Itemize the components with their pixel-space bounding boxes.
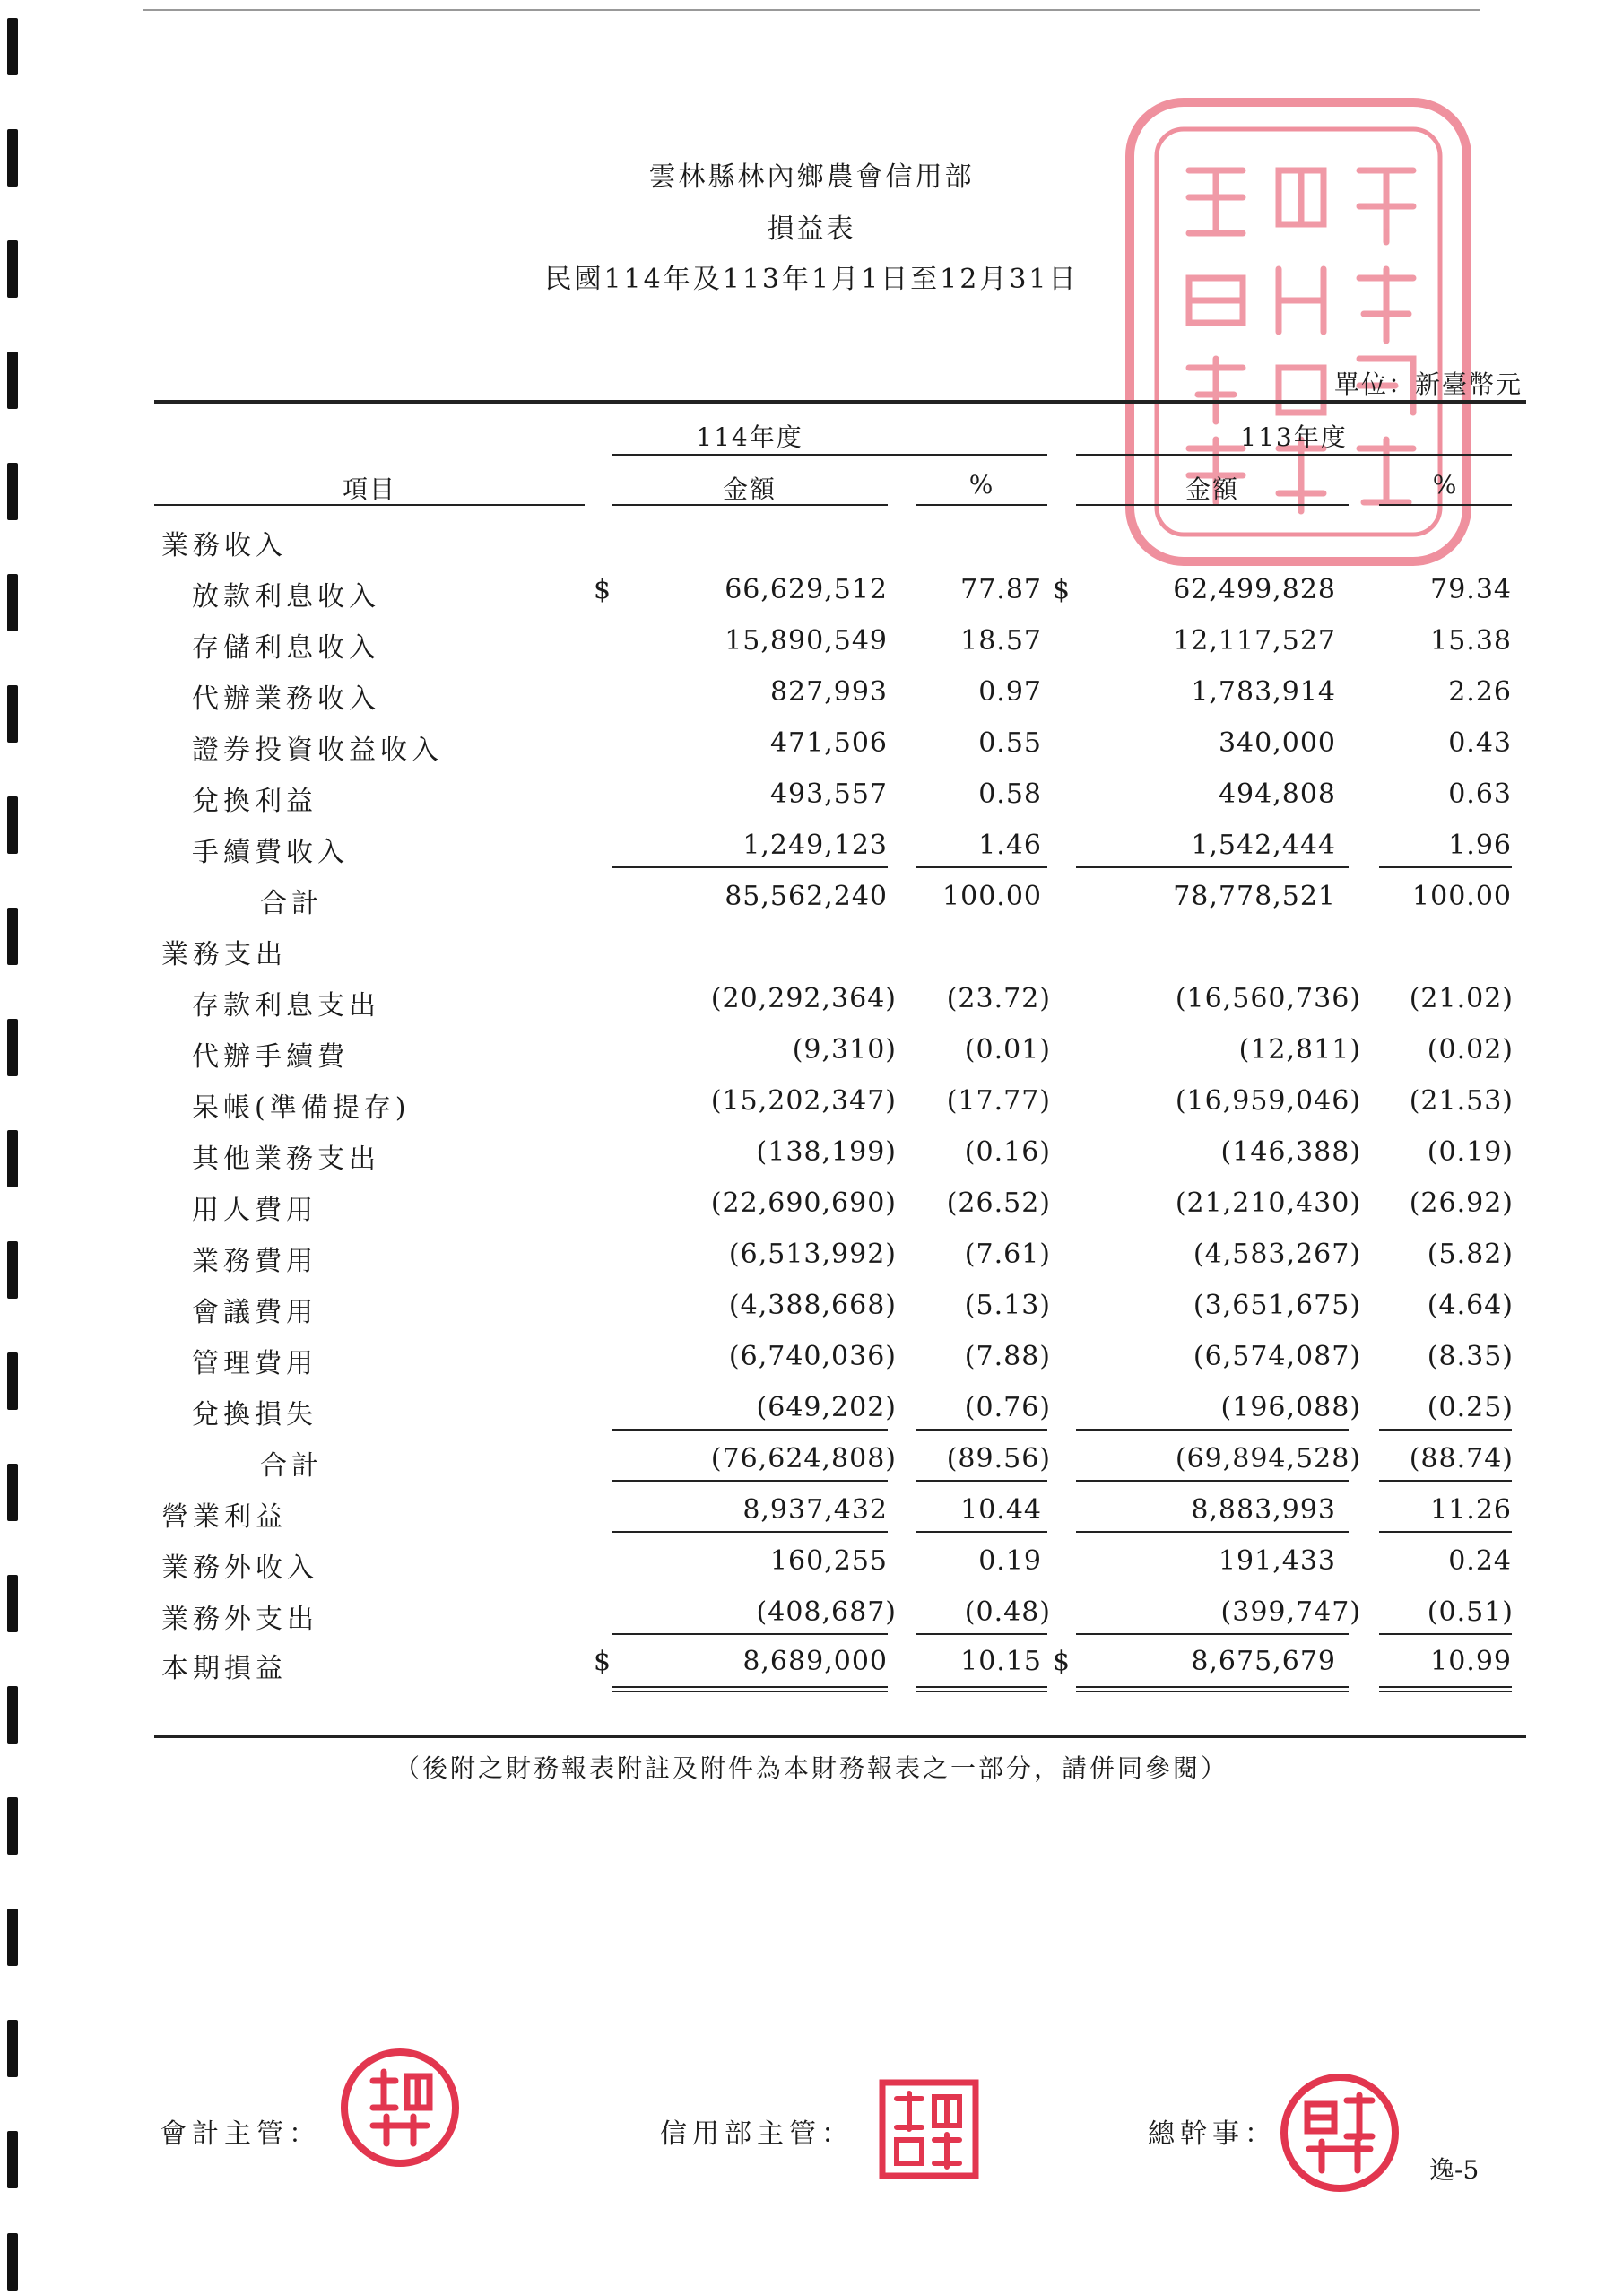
amount-113: (3,651,675): [1193, 1290, 1361, 1321]
percent-113: 11.26: [1430, 1494, 1512, 1526]
table-row: [0, 1538, 1623, 1589]
percent-113: (4.64): [1427, 1290, 1514, 1321]
amount-114: (138,199): [756, 1136, 897, 1168]
year-114-header: 114年度: [696, 422, 803, 452]
row-label: 業務費用: [192, 1246, 317, 1277]
amount-114: (9,310): [792, 1034, 897, 1065]
bottom-rule: [154, 1735, 1526, 1738]
percent-113: 79.34: [1430, 574, 1512, 605]
subtotal-line: [916, 866, 1047, 868]
amount-113: 12,117,527: [1173, 625, 1336, 657]
percent-114: (17.77): [946, 1085, 1051, 1117]
percent-113: (0.02): [1427, 1034, 1514, 1065]
percent-113: 2.26: [1448, 676, 1512, 708]
subtotal-line: [916, 1531, 1047, 1533]
amount-113: (196,088): [1220, 1392, 1361, 1423]
amount-113: (4,583,267): [1193, 1239, 1361, 1270]
subtotal-line: [916, 1633, 1047, 1635]
year-113-underline: [1076, 454, 1512, 456]
table-row: [0, 1078, 1623, 1129]
row-label: 存儲利息收入: [192, 632, 380, 664]
page-number: 逸-5: [1429, 2155, 1480, 2185]
section-label: 業務收入: [161, 530, 287, 561]
amount-113: 78,778,521: [1173, 881, 1336, 912]
percent-114: 77.87: [960, 574, 1042, 605]
signature-credit-dept: 信用部主管：: [660, 2118, 854, 2150]
percent-114: 0.55: [978, 727, 1042, 759]
amount-113: (399,747): [1220, 1596, 1361, 1628]
section-revenue: [0, 516, 1623, 567]
amount-114: (22,690,690): [710, 1187, 897, 1219]
subtotal-line: [612, 1633, 888, 1635]
row-label: 業務外收入: [161, 1552, 318, 1584]
amount-113-underline: [1076, 504, 1349, 506]
amount-113: (21,210,430): [1175, 1187, 1361, 1219]
subtotal-line: [916, 1480, 1047, 1482]
subtotal-line: [1379, 1633, 1512, 1635]
percent-114: 0.58: [978, 778, 1042, 810]
amount-113: 191,433: [1218, 1545, 1336, 1577]
general-manager-seal: [1277, 2070, 1402, 2196]
row-label: 其他業務支出: [192, 1144, 380, 1175]
accounting-seal: [337, 2045, 463, 2170]
amount-114: 15,890,549: [725, 625, 888, 657]
credit-dept-seal: [877, 2077, 981, 2181]
signature-accounting: 會計主管：: [160, 2118, 321, 2150]
percent-113: 1.96: [1448, 830, 1512, 861]
currency-symbol: $: [1053, 574, 1071, 605]
table-row: [0, 567, 1623, 618]
percent-113-underline: [1379, 504, 1512, 506]
amount-113: 62,499,828: [1173, 574, 1336, 605]
amount-113: 1,542,444: [1191, 830, 1336, 861]
double-underline: [1379, 1686, 1512, 1692]
subtotal-line: [612, 1480, 888, 1482]
table-row: [0, 1283, 1623, 1334]
percent-114: (26.52): [946, 1187, 1051, 1219]
percent-113: 0.24: [1448, 1545, 1512, 1577]
percent-114: 100.00: [942, 881, 1042, 912]
percent-114: (5.13): [964, 1290, 1051, 1321]
currency-symbol: $: [594, 574, 612, 605]
row-label: 手續費收入: [192, 837, 349, 868]
subtotal-line: [1076, 1633, 1349, 1635]
item-underline: [154, 504, 585, 506]
currency-symbol: $: [1053, 1646, 1071, 1677]
row-label: 合計: [260, 888, 323, 919]
percent-113: (88.74): [1409, 1443, 1514, 1474]
percent-113: (8.35): [1427, 1341, 1514, 1372]
section-expense: [0, 925, 1623, 976]
organization-name: 雲林縣林內鄉農會信用部: [648, 161, 975, 193]
row-label: 代辦業務收入: [192, 683, 380, 715]
table-row: [0, 669, 1623, 720]
percent-114: (0.76): [964, 1392, 1051, 1423]
percent-113: (0.51): [1427, 1596, 1514, 1628]
top-rule: [154, 400, 1526, 404]
row-label: 用人費用: [192, 1195, 317, 1226]
row-label: 兌換利益: [192, 786, 317, 817]
amount-113: (16,959,046): [1175, 1085, 1361, 1117]
amount-114: 8,937,432: [742, 1494, 888, 1526]
amount-114-underline: [612, 504, 888, 506]
percent-114: 1.46: [978, 830, 1042, 861]
amount-114: 493,557: [769, 778, 888, 810]
row-label: 合計: [260, 1450, 323, 1482]
subtotal-line: [1379, 1531, 1512, 1533]
percent-114-header: %: [968, 470, 995, 500]
percent-113: (0.25): [1427, 1392, 1514, 1423]
footnote: （後附之財務報表附註及附件為本財務報表之一部分，請併同參閱）: [394, 1753, 1228, 1783]
table-row: [0, 771, 1623, 822]
section-label: 業務支出: [161, 939, 287, 970]
table-row-total: [0, 874, 1623, 925]
statement-title: 損益表: [767, 213, 856, 245]
amount-114: 8,689,000: [742, 1646, 888, 1677]
amount-114-header: 金額: [722, 474, 777, 504]
table-row: [0, 1334, 1623, 1385]
percent-114: (7.88): [964, 1341, 1051, 1372]
amount-114: (6,740,036): [728, 1341, 897, 1372]
amount-114: (4,388,668): [728, 1290, 897, 1321]
percent-114: (0.48): [964, 1596, 1051, 1628]
amount-114: (649,202): [756, 1392, 897, 1423]
table-row: [0, 1027, 1623, 1078]
table-row-net: [0, 1639, 1623, 1690]
amount-113: 340,000: [1218, 727, 1336, 759]
amount-113: 8,883,993: [1191, 1494, 1336, 1526]
amount-114: 827,993: [769, 676, 888, 708]
percent-114: (89.56): [946, 1443, 1051, 1474]
statement-period: 民國114年及113年1月1日至12月31日: [544, 264, 1079, 295]
amount-113: (16,560,736): [1175, 983, 1361, 1014]
percent-113-header: %: [1432, 470, 1459, 500]
percent-113: 15.38: [1430, 625, 1512, 657]
amount-114: (76,624,808): [710, 1443, 897, 1474]
row-label: 存款利息支出: [192, 990, 380, 1022]
subtotal-line: [1076, 866, 1349, 868]
row-label: 管理費用: [192, 1348, 317, 1379]
percent-114: (23.72): [946, 983, 1051, 1014]
percent-114: 10.15: [960, 1646, 1042, 1677]
percent-114: (0.01): [964, 1034, 1051, 1065]
percent-114: 0.19: [978, 1545, 1042, 1577]
amount-114: 160,255: [769, 1545, 888, 1577]
year-114-underline: [612, 454, 1047, 456]
amount-113-header: 金額: [1185, 474, 1239, 504]
percent-113: (21.02): [1409, 983, 1514, 1014]
subtotal-line: [612, 1531, 888, 1533]
subtotal-line: [1076, 1429, 1349, 1431]
amount-113: 494,808: [1218, 778, 1336, 810]
percent-114: 18.57: [960, 625, 1042, 657]
percent-114: (7.61): [964, 1239, 1051, 1270]
subtotal-line: [1379, 866, 1512, 868]
percent-113: 0.63: [1448, 778, 1512, 810]
table-row: [0, 618, 1623, 669]
amount-114: (20,292,364): [710, 983, 897, 1014]
row-label: 業務外支出: [161, 1604, 318, 1635]
subtotal-line: [612, 1429, 888, 1431]
percent-113: 0.43: [1448, 727, 1512, 759]
subtotal-line: [1076, 1480, 1349, 1482]
percent-113: (21.53): [1409, 1085, 1514, 1117]
item-header: 項目: [342, 474, 396, 504]
double-underline: [612, 1686, 888, 1692]
row-label: 本期損益: [161, 1653, 287, 1684]
row-label: 營業利益: [161, 1501, 287, 1533]
amount-114: 1,249,123: [742, 830, 888, 861]
amount-114: 66,629,512: [725, 574, 888, 605]
year-113-header: 113年度: [1240, 422, 1348, 452]
table-row: [0, 720, 1623, 771]
percent-114: (0.16): [964, 1136, 1051, 1168]
signature-general-manager: 總幹事：: [1148, 2118, 1277, 2150]
row-label: 代辦手續費: [192, 1041, 349, 1073]
row-label: 證券投資收益收入: [192, 735, 443, 766]
table-row: [0, 1180, 1623, 1231]
amount-113: 1,783,914: [1191, 676, 1336, 708]
double-underline: [916, 1686, 1047, 1692]
amount-114: (408,687): [756, 1596, 897, 1628]
unit-label: 單位：新臺幣元: [1333, 370, 1523, 399]
amount-113: (146,388): [1220, 1136, 1361, 1168]
currency-symbol: $: [594, 1646, 612, 1677]
percent-114-underline: [916, 504, 1047, 506]
amount-114: (15,202,347): [710, 1085, 897, 1117]
row-label: 兌換損失: [192, 1399, 317, 1431]
amount-113: (12,811): [1238, 1034, 1361, 1065]
amount-113: (6,574,087): [1193, 1341, 1361, 1372]
percent-114: 10.44: [960, 1494, 1042, 1526]
row-label: 放款利息收入: [192, 581, 380, 613]
subtotal-line: [1076, 1531, 1349, 1533]
percent-113: (26.92): [1409, 1187, 1514, 1219]
amount-114: 85,562,240: [725, 881, 888, 912]
percent-114: 0.97: [978, 676, 1042, 708]
subtotal-line: [612, 866, 888, 868]
percent-113: (5.82): [1427, 1239, 1514, 1270]
double-underline: [1076, 1686, 1349, 1692]
amount-113: 8,675,679: [1191, 1646, 1336, 1677]
percent-113: 10.99: [1430, 1646, 1512, 1677]
amount-114: (6,513,992): [728, 1239, 897, 1270]
top-edge-line: [143, 9, 1480, 11]
amount-113: (69,894,528): [1175, 1443, 1361, 1474]
subtotal-line: [1379, 1480, 1512, 1482]
amount-114: 471,506: [769, 727, 888, 759]
subtotal-line: [916, 1429, 1047, 1431]
table-row: [0, 976, 1623, 1027]
row-label: 呆帳(準備提存): [192, 1092, 411, 1124]
table-row: [0, 1231, 1623, 1283]
percent-113: 100.00: [1412, 881, 1512, 912]
table-row: [0, 1129, 1623, 1180]
subtotal-line: [1379, 1429, 1512, 1431]
percent-113: (0.19): [1427, 1136, 1514, 1168]
row-label: 會議費用: [192, 1297, 317, 1328]
